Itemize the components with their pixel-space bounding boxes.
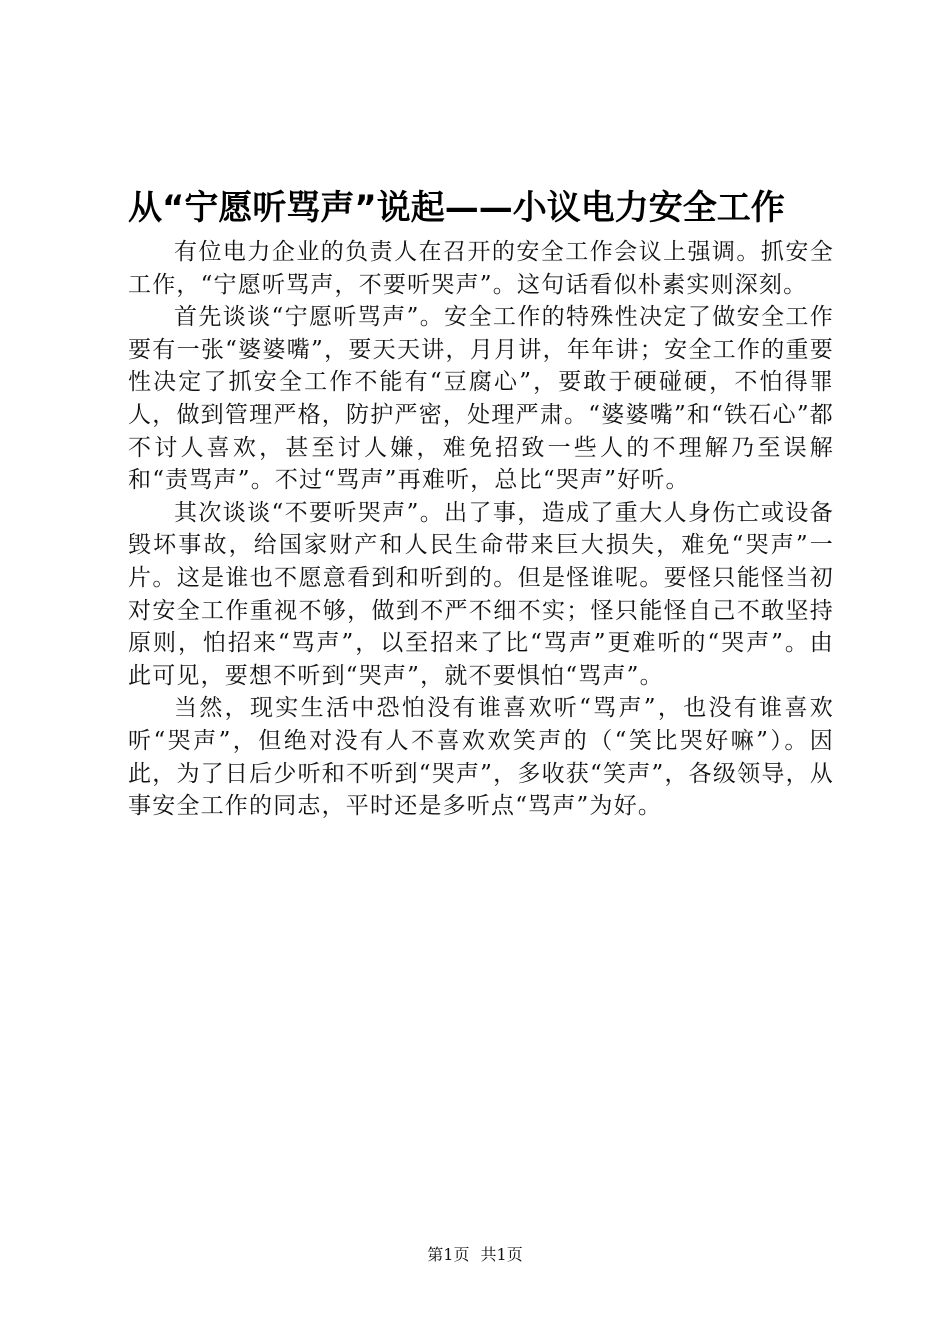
paragraph-4: 当然，现实生活中恐怕没有谁喜欢听“骂声”，也没有谁喜欢听“哭声”，但绝对没有人不喜欢欢笑声的（“笑比哭好嘛”）。因此，为了日后少听和不听到“哭声”，多收获“笑声”，各级领导，从事安全工作的同志，平时还是多听点“骂声”为好。 bbox=[128, 695, 834, 820]
paragraph-1: 有位电力企业的负责人在召开的安全工作会议上强调。抓安全工作，“宁愿听骂声，不要听哭声”。这句话看似朴素实则深刻。 bbox=[128, 239, 834, 298]
page-total: 共1页 bbox=[480, 1245, 523, 1264]
paragraph-3: 其次谈谈“不要听哭声”。出了事，造成了重大人身伤亡或设备毁坏事故，给国家财产和人民生命带来巨大损失，难免“哭声”一片。这是谁也不愿意看到和听到的。但是怪谁呢。要怪只能怪当初对安全工作重视不够，做到不严不细不实；怪只能怪自己不敢坚持原则，怕招来“骂声”，以至招来了比“骂声”更难听的“哭声”。由此可见，要想不听到“哭声”，就不要惧怕“骂声”。 bbox=[128, 499, 834, 689]
paragraph-2: 首先谈谈“宁愿听骂声”。安全工作的特殊性决定了做安全工作要有一张“婆婆嘴”，要天天讲，月月讲，年年讲；安全工作的重要性决定了抓安全工作不能有“豆腐心”，要敢于硬碰硬，不怕得罪人，做到管理严格，防护严密，处理严肃。“婆婆嘴”和“铁石心”都不讨人喜欢，甚至讨人嫌，难免招致一些人的不理解乃至误解和“责骂声”。不过“骂声”再难听，总比“哭声”好听。 bbox=[128, 304, 834, 494]
document-title: 从“宁愿听骂声”说起——小议电力安全工作 bbox=[128, 188, 785, 228]
document-body bbox=[128, 236, 834, 823]
page-footer bbox=[0, 1244, 950, 1266]
page-number: 第1页 bbox=[427, 1245, 470, 1264]
